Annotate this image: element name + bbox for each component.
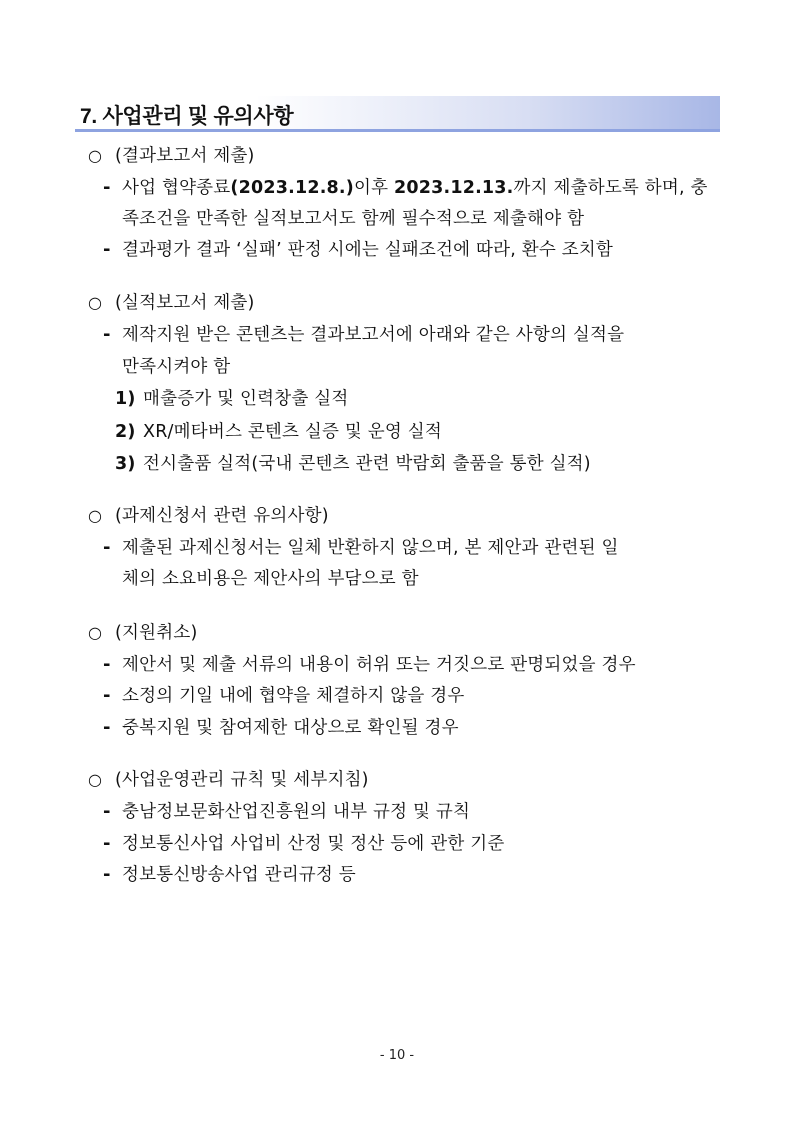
dash-bullet: -	[103, 654, 111, 675]
item-line: 사업 협약종료(2023.12.8.)이후 2023.12.13.까지 제출하도록 하며, 충	[122, 178, 708, 198]
group-heading: (과제신청서 관련 유의사항)	[115, 506, 329, 526]
dash-bullet: -	[103, 177, 111, 198]
item-line: 제안서 및 제출 서류의 내용이 허위 또는 거짓으로 판명되었을 경우	[122, 655, 636, 675]
numbered-item: 매출증가 및 인력창출 실적	[143, 389, 349, 409]
group-heading: (실적보고서 제출)	[115, 293, 255, 313]
item-line: 제출된 과제신청서는 일체 반환하지 않으며, 본 제안과 관련된 일	[122, 538, 619, 558]
group-heading: (사업운영관리 규칙 및 세부지침)	[115, 770, 369, 790]
circle-bullet-icon: ○	[88, 146, 102, 165]
numbered-item: XR/메타버스 콘텐츠 실증 및 운영 실적	[143, 422, 442, 442]
item-line: 정보통신사업 사업비 산정 및 정산 등에 관한 기준	[122, 834, 505, 854]
numbered-marker: 1)	[115, 389, 136, 409]
item-line: 제작지원 받은 콘텐츠는 결과보고서에 아래와 같은 사항의 실적을	[122, 325, 625, 345]
item-line: 소정의 기일 내에 협약을 체결하지 않을 경우	[122, 686, 465, 706]
numbered-item: 전시출품 실적(국내 콘텐츠 관련 박람회 출품을 통한 실적)	[143, 454, 591, 474]
numbered-marker: 3)	[115, 454, 136, 474]
section-title: 7. 사업관리 및 유의사항	[80, 105, 294, 128]
dash-bullet: -	[103, 239, 111, 260]
numbered-marker: 2)	[115, 422, 136, 442]
item-line: 충남정보문화산업진흥원의 내부 규정 및 규칙	[122, 802, 471, 822]
item-line-continued: 만족시켜야 함	[122, 357, 231, 377]
page-number: - 10 -	[379, 1048, 415, 1063]
dash-bullet: -	[103, 801, 111, 822]
dash-bullet: -	[103, 685, 111, 706]
dash-bullet: -	[103, 324, 111, 345]
circle-bullet-icon: ○	[88, 293, 102, 312]
dash-bullet: -	[103, 864, 111, 885]
item-line-continued: 족조건을 만족한 실적보고서도 함께 필수적으로 제출해야 함	[122, 209, 585, 229]
group-heading: (결과보고서 제출)	[115, 146, 255, 166]
item-line-continued: 체의 소요비용은 제안사의 부담으로 함	[122, 569, 419, 589]
item-line: 중복지원 및 참여제한 대상으로 확인될 경우	[122, 718, 459, 738]
circle-bullet-icon: ○	[88, 770, 102, 789]
dash-bullet: -	[103, 537, 111, 558]
group-heading: (지원취소)	[115, 623, 198, 643]
dash-bullet: -	[103, 717, 111, 738]
dash-bullet: -	[103, 833, 111, 854]
item-line: 정보통신방송사업 관리규정 등	[122, 865, 356, 885]
item-line: 결과평가 결과 ‘실패’ 판정 시에는 실패조건에 따라, 환수 조치함	[122, 240, 614, 260]
circle-bullet-icon: ○	[88, 623, 102, 642]
circle-bullet-icon: ○	[88, 506, 102, 525]
